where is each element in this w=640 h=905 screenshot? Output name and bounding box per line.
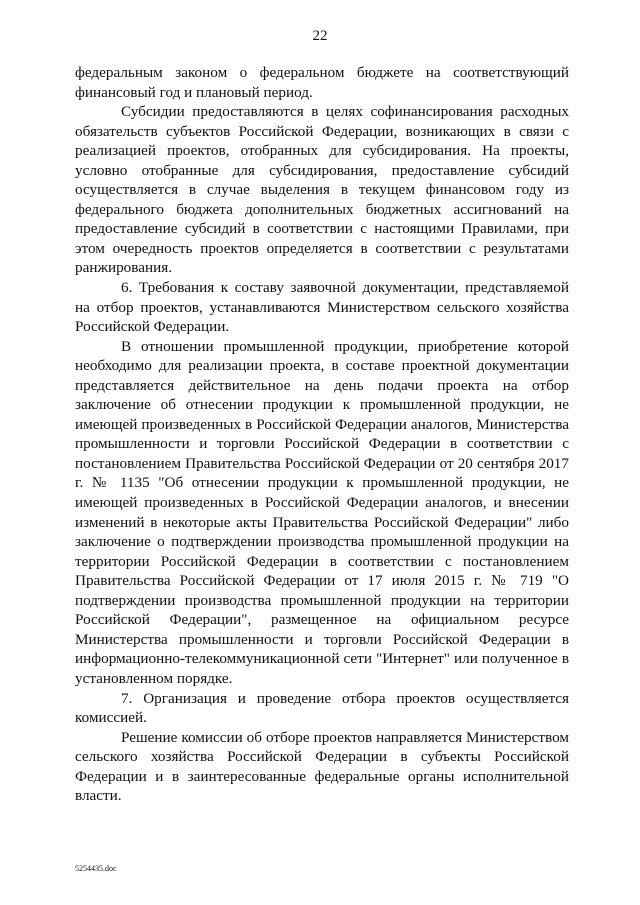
document-body	[75, 63, 569, 806]
paragraph-commission-decision: Решение комиссии об отборе проектов направляется Министерством сельского хозяйства Российской Федерации в субъекты Российской Федерации и в заинтересованные федеральные органы исполнительной власти.	[75, 728, 569, 805]
paragraph-item-7: 7. Организация и проведение отбора проектов осуществляется комиссией.	[75, 689, 569, 727]
page-number: 22	[312, 28, 328, 44]
paragraph-industrial-products: В отношении промышленной продукции, приобретение которой необходимо для реализации проекта, в составе проектной документации представляется действительное на день подачи проекта на отбор заключение об отнесении продукции к промышленной продукции, не имеющей произведенных в Российской Федерации аналогов, Министерства промышленности и торговли Российской Федерации в соответствии с постановлением Правительства Российской Федерации от 20 сентября 2017 г. № 1135 "Об отнесении продукции к промышленной продукции, не имеющей произведенных в Российской Федерации аналогов, и внесении изменений в некоторые акты Правительства Российской Федерации" либо заключение о подтверждении производства промышленной продукции на территории Российской Федерации в соответствии с постановлением Правительства Российской Федерации от 17 июля 2015 г. № 719 "О подтверждении производства промышленной продукции на территории Российской Федерации", размещенное на официальном ресурсе Министерства промышленности и торговли Российской Федерации в информационно-телекоммуникационной сети "Интернет" или полученное в установленном порядке.	[75, 337, 569, 687]
paragraph-continuation: федеральным законом о федеральном бюджете на соответствующий финансовый год и плановый период.	[75, 64, 569, 101]
footer-filename: 5254435.doc	[75, 864, 117, 873]
paragraph-item-6: 6. Требования к составу заявочной документации, представляемой на отбор проектов, устанавливаются Министерством сельского хозяйства Российской Федерации.	[75, 279, 569, 336]
paragraph-subsidies: Субсидии предоставляются в целях софинансирования расходных обязательств субъектов Российской Федерации, возникающих в связи с реализацией проектов, отобранных для субсидирования. На проекты, условно отобранные для субсидирования, предоставление субсидий осуществляется в случае выделения в текущем финансовом году из федерального бюджета дополнительных бюджетных ассигнований на предоставление субсидий в соответствии с настоящими Правилами, при этом очередность проектов определяется в соответствии с результатами ранжирования.	[75, 103, 569, 277]
